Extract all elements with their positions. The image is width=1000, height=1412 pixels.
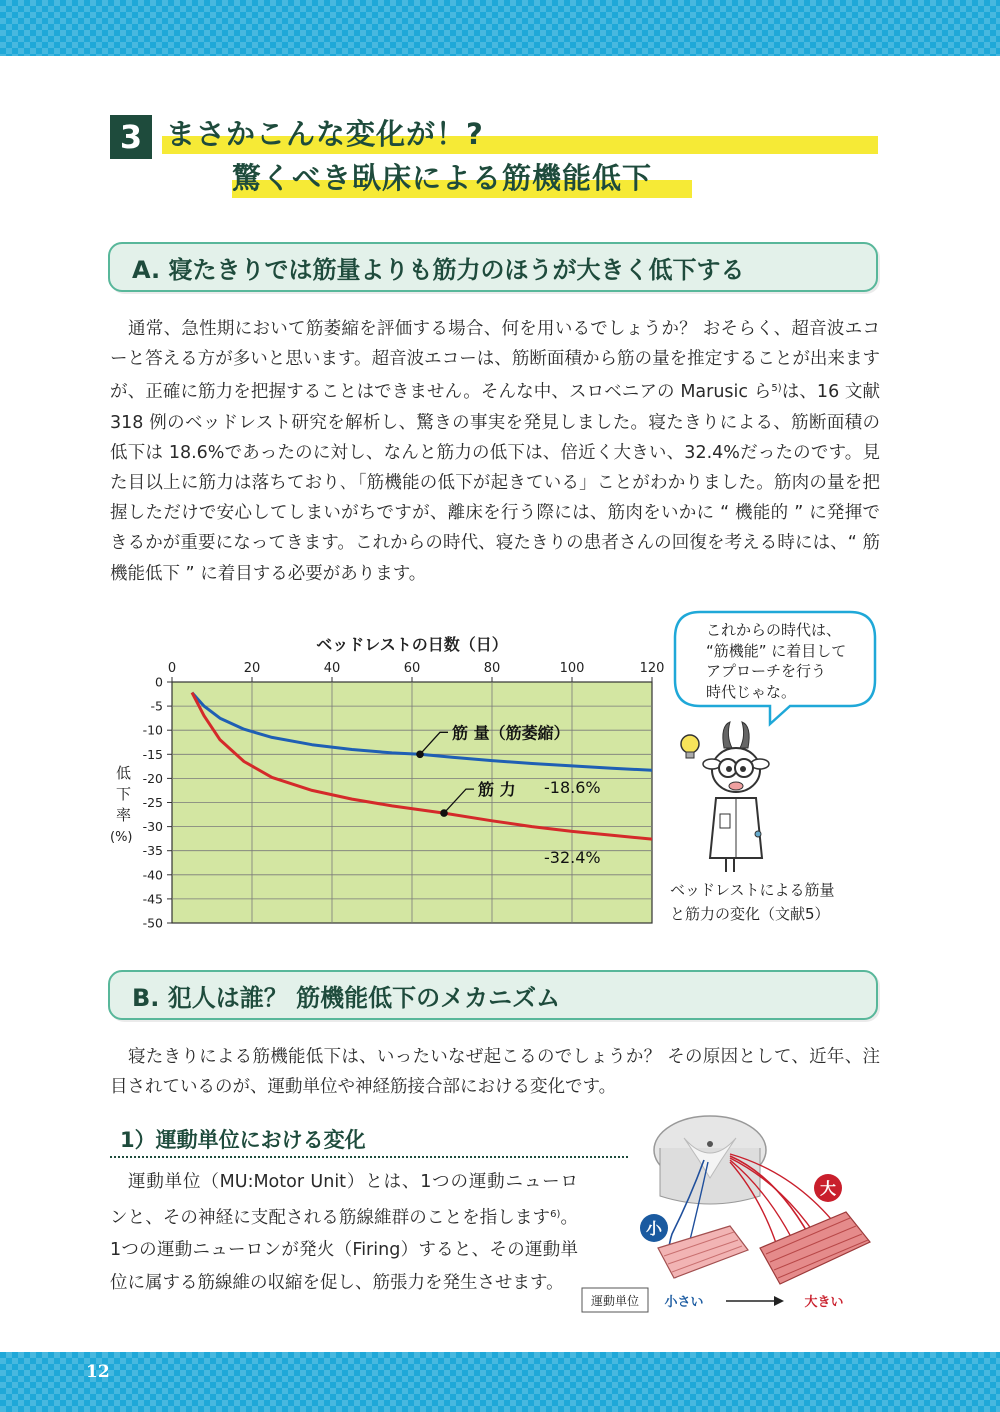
bubble-line-4: 時代じゃな。 xyxy=(706,682,797,701)
x-tick-label: 60 xyxy=(403,661,421,676)
bottom-decorative-band xyxy=(0,1352,1000,1412)
bubble-line-2: “筋機能” に着目して xyxy=(706,641,847,660)
motor-unit-figure xyxy=(580,1108,880,1324)
y-label-char-1: 低 xyxy=(116,764,132,782)
paragraph-a xyxy=(110,314,880,589)
top-decorative-band xyxy=(0,0,1000,56)
bubble-line-1: これからの時代は、 xyxy=(706,621,842,639)
chart-title: ベッドレストの日数（日） xyxy=(316,635,508,654)
x-tick-label: 100 xyxy=(559,661,585,676)
subheading-a xyxy=(108,242,878,292)
chart-svg xyxy=(100,628,665,938)
y-tick-label: -40 xyxy=(142,867,163,883)
series-marker-0 xyxy=(416,751,424,759)
y-tick-label: -50 xyxy=(142,915,163,931)
series-marker-1 xyxy=(440,809,448,817)
y-tick-label: -35 xyxy=(142,843,163,859)
large-badge-text: 大 xyxy=(819,1179,837,1198)
arrow-right-icon xyxy=(774,1296,784,1306)
y-label-char-2: 下 xyxy=(116,785,132,803)
y-tick-label: -10 xyxy=(142,722,163,738)
series-name-label-1: 筋 力 xyxy=(478,780,516,800)
lightbulb-icon xyxy=(681,735,699,753)
speech-bubble-text xyxy=(706,620,866,702)
x-tick-label: 0 xyxy=(167,661,177,676)
paragraph-c xyxy=(110,1166,578,1299)
x-tick-label: 80 xyxy=(483,661,501,676)
paragraph-a-part2: は、16 文献 318 例のベッドレスト研究を解析し、驚きの事実を発見しました。寝たきりによる、筋断面積の低下は 18.6%であったのに対し、なんと筋力の低下は、倍近く大きい、32.4%だったのです。見た目以上に筋力は落ちており､「筋機能の低下が起きている」ことがわかりました。筋肉の量を把握しただけで安心してしまいがちですが、離床を行う際には、筋肉をいかに “ 機能的 ” に発揮できるかが重要になってきます。これからの時代、寝たきりの患者さんの回復を考える時には、“ 筋機能低下 ” に着目する必要があります。 xyxy=(110,382,880,584)
series-end-label-0: -18.6% xyxy=(544,778,601,797)
small-label: 小さい xyxy=(664,1295,704,1310)
caption-line-2: と筋力の変化（文献5） xyxy=(670,905,830,923)
chart-caption xyxy=(670,878,870,926)
y-label-char-3: 率 xyxy=(116,806,132,824)
reference-5: 5) xyxy=(771,383,782,395)
x-tick-label: 120 xyxy=(639,661,665,676)
large-label: 大きい xyxy=(804,1295,844,1310)
goat-scientist-mascot xyxy=(672,718,792,878)
subheading-b xyxy=(108,970,878,1020)
paragraph-c-part2: 。1つの運動ニューロンが発火（Firing）すると、その運動単位に属する筋線維の収縮を促し、筋張力を発生させます。 xyxy=(110,1207,579,1293)
y-label-unit: (%) xyxy=(110,830,133,845)
y-tick-label: -20 xyxy=(142,770,163,786)
caption-line-1: ベッドレストによる筋量 xyxy=(670,881,835,899)
y-tick-label: -25 xyxy=(142,795,163,810)
bubble-line-3: アプローチを行う xyxy=(706,662,827,680)
section-number-badge: 3 xyxy=(110,115,152,159)
section-title-line1: まさかこんな変化が！? xyxy=(166,117,484,151)
series-name-label-0: 筋 量（筋萎縮） xyxy=(452,723,570,743)
subheading-a-text: A. 寝たきりでは筋量よりも筋力のほうが大きく低下する xyxy=(132,255,745,284)
bedrest-chart xyxy=(100,628,665,938)
small-badge-text: 小 xyxy=(645,1219,663,1238)
section-title-line2: 驚くべき臥床による筋機能低下 xyxy=(232,161,653,195)
page-number: 12 xyxy=(86,1362,110,1382)
motor-unit-label: 運動単位 xyxy=(590,1294,640,1308)
motor-unit-svg xyxy=(580,1108,880,1324)
series-end-label-1: -32.4% xyxy=(544,848,601,867)
y-tick-label: -45 xyxy=(142,891,163,907)
paragraph-b: 寝たきりによる筋機能低下は、いったいなぜ起こるのでしょうか？ その原因として、近年、注目されているのが、運動単位や神経筋接合部における変化です。 xyxy=(110,1047,880,1098)
paragraph-a-part1: 通常、急性期において筋萎縮を評価する場合、何を用いるでしょうか？ おそらく、超音波エコーと答える方が多いと思います。超音波エコーは、筋断面積から筋の量を推定することが出来ますが、正確に筋力を把握することはできません。そんな中、スロベニアの Marusic ら xyxy=(110,319,880,403)
x-tick-label: 40 xyxy=(323,661,341,676)
y-tick-label: -30 xyxy=(142,819,163,835)
y-tick-label: 0 xyxy=(155,674,163,690)
y-tick-label: -15 xyxy=(142,746,163,762)
paragraph-c-part1: 運動単位（MU:Motor Unit）とは、1つの運動ニューロンと、その神経に支配される筋線維群のことを指します xyxy=(110,1172,578,1228)
reference-6: 6) xyxy=(550,1208,561,1220)
x-tick-label: 20 xyxy=(243,661,261,676)
subsection-divider xyxy=(110,1156,628,1158)
subsection-1-title: 1）運動単位における変化 xyxy=(120,1128,366,1152)
y-tick-label: -5 xyxy=(150,698,163,714)
subheading-b-text: B. 犯人は誰？ 筋機能低下のメカニズム xyxy=(132,983,561,1012)
